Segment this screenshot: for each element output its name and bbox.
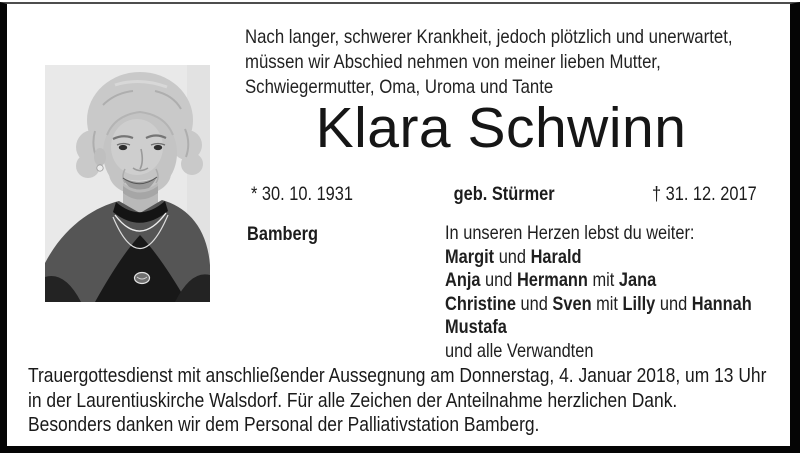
joiner-text: und [515,292,553,315]
intro-text [245,25,733,100]
memorial-heading: In unseren Herzen lebst du weiter: [445,222,695,244]
joiner-text: und [480,269,517,291]
closing-line: Trauergottesdienst mit anschließender Aussegnung am Donnerstag, 4. Januar 2018, um 13 Uhr [28,364,767,387]
family-line [445,269,752,293]
relatives-line: und alle Verwandten [445,339,594,362]
death-date: † 31. 12. 2017 [652,183,757,205]
family-member: Jana [618,269,657,291]
birth-date: * 30. 10. 1931 [251,183,354,205]
intro-line: Nach langer, schwerer Krankheit, jedoch plötzlich und unerwartet, [245,26,733,48]
closing-line: Besonders danken wir dem Personal der Palliativstation Bamberg. [28,413,540,437]
family-line [445,246,752,270]
closing-text [28,364,766,438]
family-member: Hermann [516,269,588,291]
deceased-name: Klara Schwinn [315,96,687,160]
closing-line: in der Laurentiuskirche Walsdorf. Für alle Zeichen der Anteilnahme herzlichen Dank. [28,388,678,412]
family-member: Christine [445,292,516,315]
family-member: Margit [445,245,495,268]
joiner-text: mit [587,269,619,291]
family-list [445,222,752,363]
portrait-photo [45,65,210,302]
joiner-text: und [494,245,531,268]
city-label: Bamberg [247,223,319,245]
family-line [445,293,752,317]
intro-line: Schwiegermutter, Oma, Uroma und Tante [245,76,554,98]
portrait-photo-illustration [45,65,210,302]
intro-line: müssen wir Abschied nehmen von meiner lieben Mutter, [245,51,661,73]
family-member: Hannah [691,292,752,315]
joiner-text: mit [591,292,623,315]
family-member: Mustafa [445,316,507,338]
family-member: Harald [530,245,582,268]
maiden-name-text: geb. Stürmer [453,183,555,205]
family-member: Lilly [622,292,656,315]
family-member: Sven [552,292,592,315]
joiner-text: und [655,292,692,315]
family-member: Anja [445,269,481,291]
family-line [445,316,752,340]
